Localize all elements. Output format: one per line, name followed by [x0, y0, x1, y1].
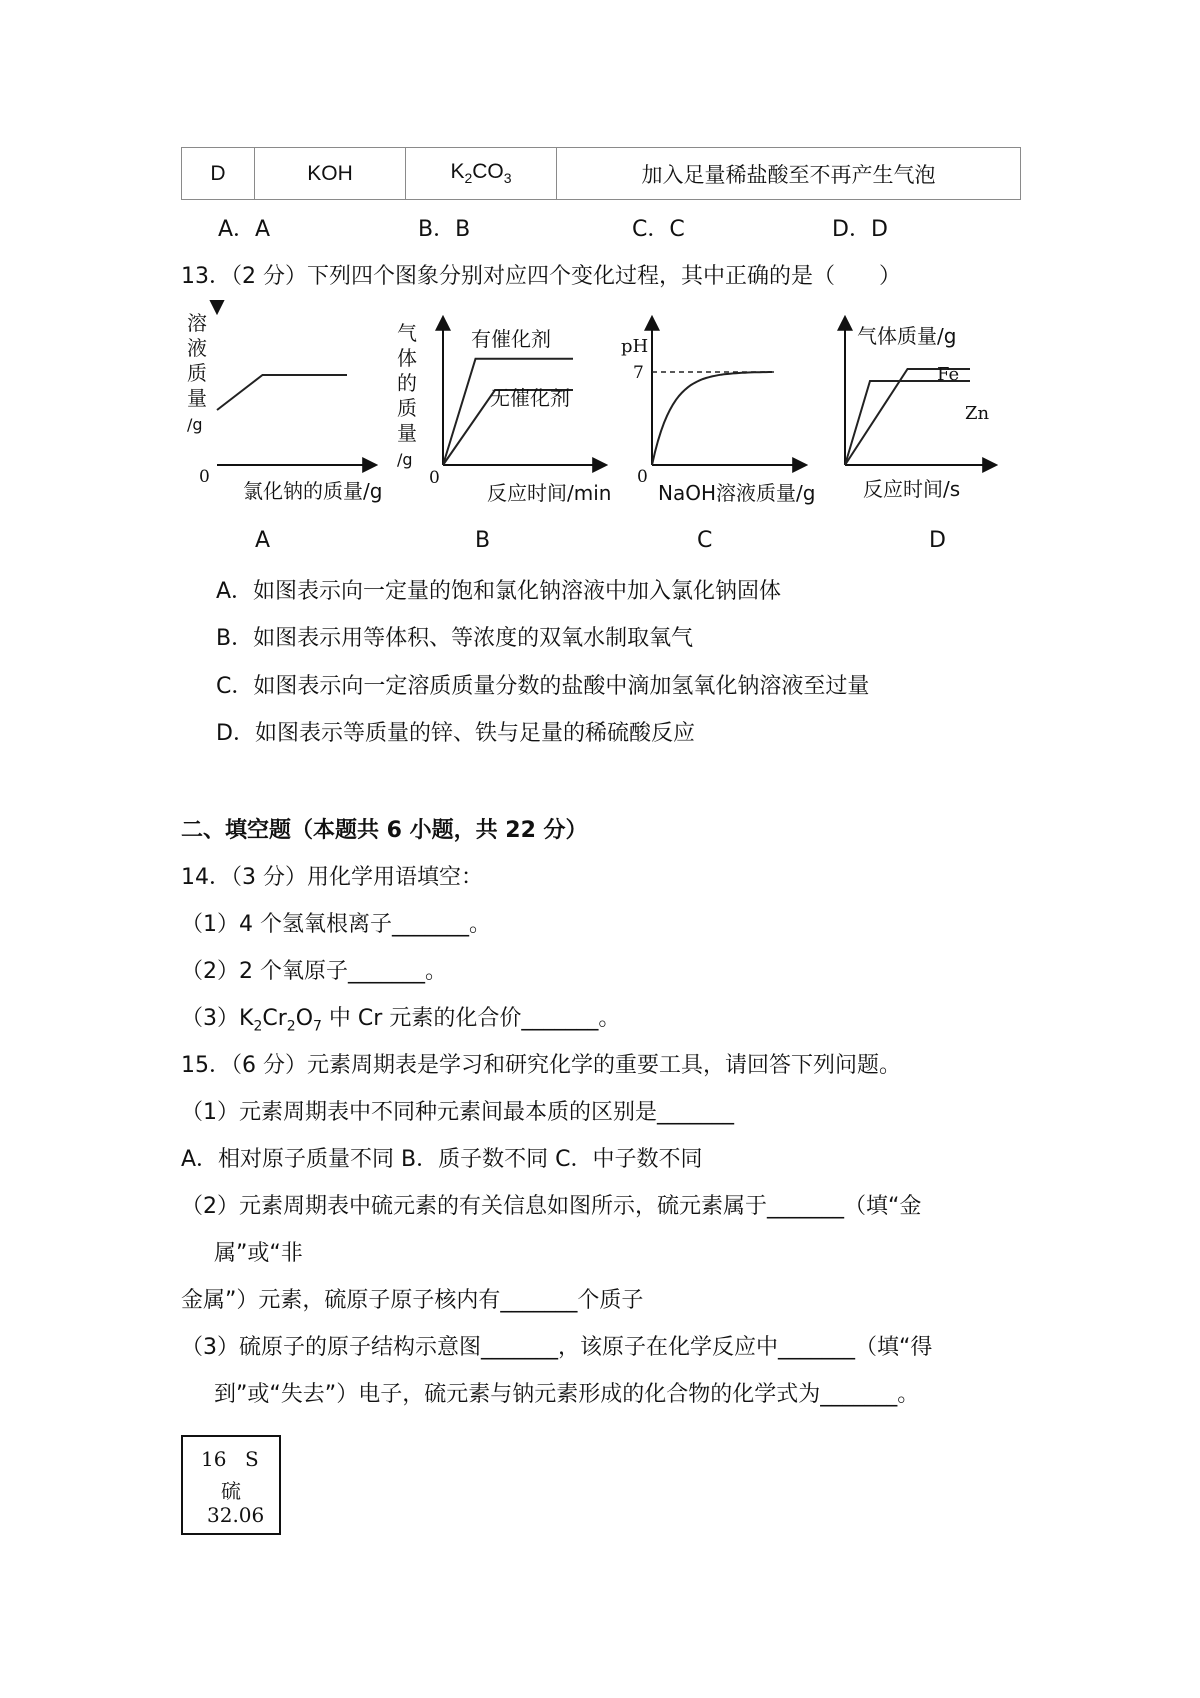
question-15-stem: 15．（6 分）元素周期表是学习和研究化学的重要工具，请回答下列问题。 [181, 1053, 901, 1078]
graph-a [187, 300, 382, 503]
graph-caption-b: B [475, 528, 491, 553]
series-line [845, 381, 970, 465]
series-line [443, 359, 573, 465]
q13-option-b[interactable]: B．如图表示用等体积、等浓度的双氧水制取氧气 [216, 626, 694, 651]
graph-caption-d: D [929, 528, 946, 553]
table-cell: KOH [255, 148, 406, 200]
x-label: 氯化钠的质量/g [243, 479, 383, 503]
q15-line-1-options: A．相对原子质量不同 B．质子数不同 C．中子数不同 [181, 1147, 703, 1172]
q14-line-3: $(3)K_2Cr_2O_7$ 中 Cr 元素的化合价_______。 [181, 1006, 621, 1035]
atomic-mass: 32.06 [207, 1503, 265, 1527]
section-title: 二、填空题（本题共 6 小题，共 22 分） [181, 818, 588, 843]
q13-option-c[interactable]: C．如图表示向一定溶质质量分数的盐酸中滴加氢氧化钠溶液至过量 [216, 674, 870, 699]
element-name: 硫 [221, 1479, 241, 1503]
y-label: pH [621, 336, 649, 357]
element-symbol: S [245, 1447, 259, 1471]
series-line [652, 372, 772, 465]
graph-caption-a: A [255, 528, 271, 553]
table-row [182, 148, 1021, 200]
y-tick-label: 7 [633, 363, 644, 383]
reagent-table [181, 147, 1021, 200]
q15-line-2c: 金属”）元素，硫原子原子核内有_______个质子 [181, 1288, 644, 1313]
x-label: 反应时间/min [487, 481, 612, 505]
q15-line-2a: （2）元素周期表中硫元素的有关信息如图所示，硫元素属于_______（填“金 [181, 1194, 922, 1219]
element-card [181, 1435, 281, 1535]
series-label: Zn [965, 403, 990, 424]
q13-option-d[interactable]: D．如图表示等质量的锌、铁与足量的稀硫酸反应 [216, 721, 695, 746]
graph-caption-c: C [697, 528, 713, 553]
question-14-stem: 14．（3 分）用化学用语填空： [181, 865, 483, 890]
table-cell: D [182, 148, 255, 200]
option-c[interactable]: C．C [632, 217, 685, 242]
q15-line-2b: 属”或“非 [214, 1241, 303, 1266]
q13-option-a[interactable]: A．如图表示向一定量的饱和氯化钠溶液中加入氯化钠固体 [216, 579, 782, 604]
series-line [217, 375, 347, 410]
q14-line-1: （1）4 个氢氧根离子_______。 [181, 912, 491, 937]
option-b[interactable]: B．B [418, 217, 471, 242]
question-13-stem: 13．（2 分）下列四个图象分别对应四个变化过程，其中正确的是（ ） [181, 264, 901, 289]
origin-label: 0 [637, 467, 648, 487]
x-label: 反应时间/s [863, 477, 961, 501]
series-label: 无催化剂 [490, 386, 570, 410]
series-label: Fe [937, 364, 960, 385]
option-a[interactable]: A．A [218, 217, 271, 242]
graph-d [845, 318, 995, 501]
origin-label: 0 [429, 468, 440, 488]
y-label: 溶液质量/g [187, 311, 207, 434]
q15-line-1: （1）元素周期表中不同种元素间最本质的区别是_______ [181, 1100, 734, 1125]
q15-line-3a: （3）硫原子的原子结构示意图_______，该原子在化学反应中_______（填“得 [181, 1335, 933, 1360]
q15-line-3b: 到”或“失去”）电子，硫元素与钠元素形成的化合物的化学式为_______。 [214, 1382, 920, 1407]
atomic-number: 16 [201, 1447, 227, 1471]
graph-c [621, 318, 815, 505]
y-label: 气体的质量/g [397, 321, 417, 469]
q13-graphs [175, 300, 1175, 515]
x-label: NaOH溶液质量/g [658, 481, 816, 505]
option-d[interactable]: D．D [832, 217, 888, 242]
q14-line-2: （2）2 个氧原子_______。 [181, 959, 447, 984]
y-label: 气体质量/g [857, 324, 957, 348]
origin-label: 0 [199, 467, 210, 487]
graph-b [397, 318, 611, 505]
table-cell: $K_2CO_3$ [406, 148, 557, 200]
table-cell: 加入足量稀盐酸至不再产生气泡 [557, 148, 1021, 200]
series-label: 有催化剂 [471, 327, 551, 351]
